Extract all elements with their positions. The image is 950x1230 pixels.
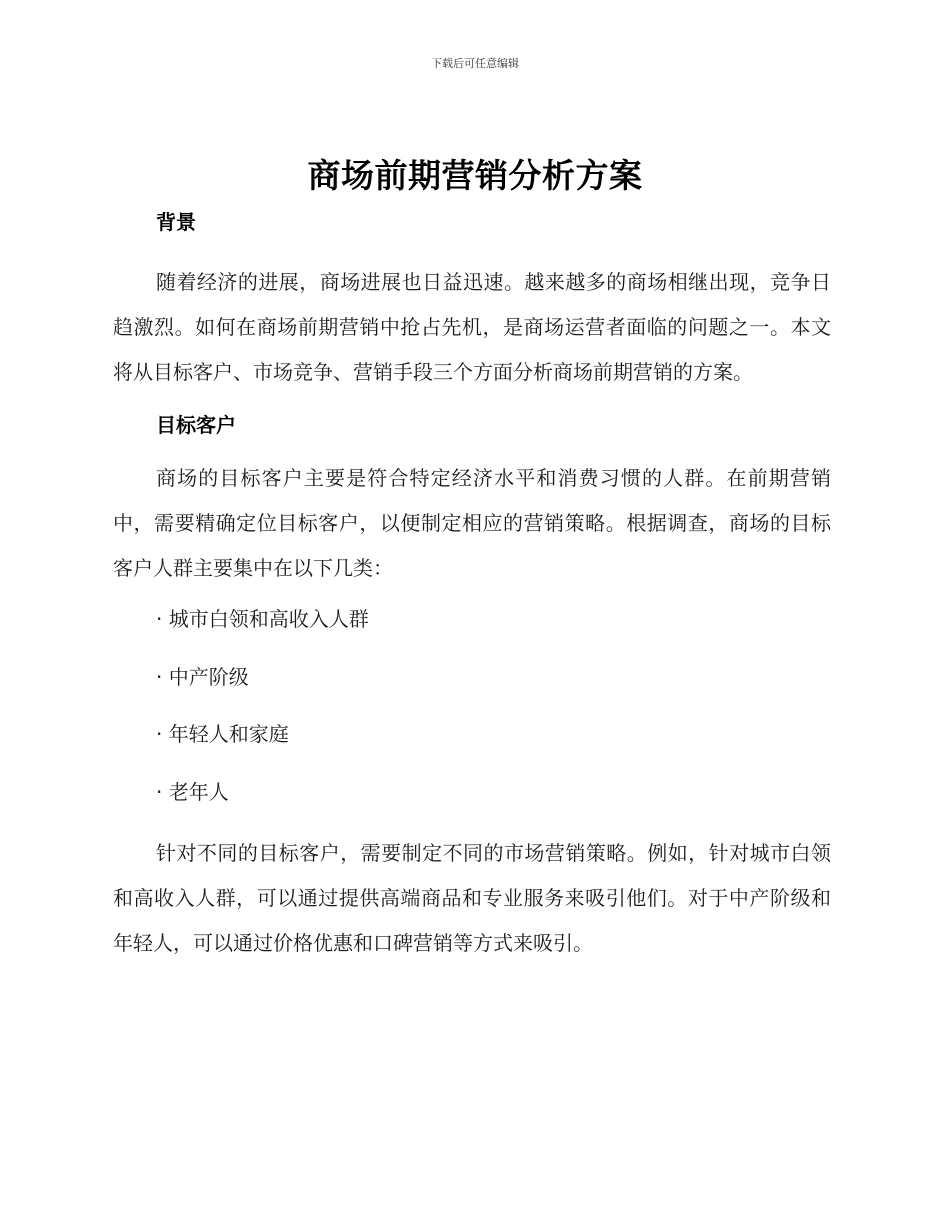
target-customers-list <box>113 603 831 808</box>
section-heading-background: 背景 <box>156 210 196 234</box>
header-note: 下载后可任意编辑 <box>431 57 519 70</box>
list-item: · 中产阶级 <box>156 664 249 689</box>
document-body <box>113 203 831 966</box>
list-item: · 老年人 <box>156 779 229 804</box>
list-item: · 年轻人和家庭 <box>156 722 289 746</box>
section-heading-target-customers: 目标客户 <box>156 413 236 437</box>
target-customers-intro-paragraph: 商场的目标客户主要是符合特定经济水平和消费习惯的人群。在前期营销中，需要精确定位目标客户，以便制定相应的营销策略。根据调查，商场的目标客户人群主要集中在以下几类： <box>113 466 831 580</box>
document-title: 商场前期营销分析方案 <box>307 156 643 195</box>
list-item: · 城市白领和高收入人群 <box>156 607 369 631</box>
target-customers-conclusion-paragraph: 针对不同的目标客户，需要制定不同的市场营销策略。例如，针对城市白领和高收入人群，可以通过提供高端商品和专业服务来吸引他们。对于中产阶级和年轻人，可以通过价格优惠和口碑营销等方式来吸引。 <box>113 840 831 955</box>
background-paragraph: 随着经济的进展，商场进展也日益迅速。越来越多的商场相继出现，竞争日趋激烈。如何在商场前期营销中抢占先机，是商场运营者面临的问题之一。本文将从目标客户、市场竞争、营销手段三个方面分析商场前期营销的方案。 <box>113 270 831 384</box>
